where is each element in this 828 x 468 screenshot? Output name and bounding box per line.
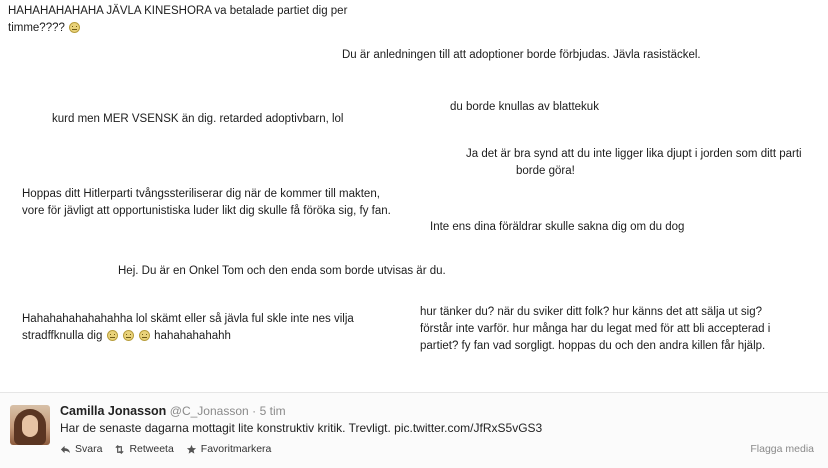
message-line: timme???? <box>8 22 65 34</box>
tweet-author-handle[interactable]: @C_Jonasson <box>169 404 249 418</box>
message-7 <box>430 219 684 236</box>
message-10 <box>420 304 770 355</box>
star-icon <box>186 444 197 455</box>
smiley-icon <box>139 330 150 341</box>
message-6 <box>22 186 391 220</box>
retweet-button[interactable] <box>114 443 173 455</box>
avatar-face <box>22 415 38 437</box>
message-line: stradffknulla dig <box>22 330 103 342</box>
message-1 <box>8 3 347 37</box>
tweet-text: Har de senaste dagarna mottagit lite konstruktiv kritik. Trevligt. <box>60 421 391 435</box>
tweet-timestamp[interactable]: 5 tim <box>259 404 286 418</box>
message-line: HAHAHAHAHAHA JÄVLA KINESHORA va betalade partiet dig per <box>8 5 348 17</box>
message-line: Hahahahahahahahha lol skämt eller så jävla ful skle inte nes vilja <box>22 313 354 325</box>
message-8 <box>118 263 446 280</box>
message-line: borde göra! <box>516 165 575 177</box>
retweet-label: Retweeta <box>129 443 174 455</box>
tweet-media-link[interactable]: pic.twitter.com/JfRxS5vGS3 <box>394 421 543 435</box>
tweet-actions <box>60 443 271 455</box>
message-4 <box>52 111 343 128</box>
message-line: hur tänker du? när du sviker ditt folk? hur känns det att sälja ut sig? <box>420 306 762 318</box>
message-3 <box>450 99 599 116</box>
message-2 <box>342 47 701 64</box>
message-line: förstår inte varför. hur många har du legat med för att bli accepterad i <box>420 323 771 335</box>
reply-button[interactable] <box>60 443 102 455</box>
message-line: du borde knullas av blattekuk <box>450 101 599 113</box>
message-line: kurd men MER VSENSK än dig. retarded adoptivbarn, lol <box>52 113 344 125</box>
reply-label: Svara <box>75 443 103 455</box>
reply-arrow-icon <box>60 444 71 455</box>
message-9 <box>22 311 354 345</box>
avatar[interactable] <box>10 405 50 445</box>
message-line: Ja det är bra synd att du inte ligger lika djupt i jorden som ditt parti <box>466 148 802 160</box>
tweet-separator: · <box>252 404 257 418</box>
message-line: hahahahahahh <box>154 330 231 342</box>
tweet-author-name[interactable]: Camilla Jonasson <box>60 404 167 418</box>
smiley-icon <box>123 330 134 341</box>
favorite-label: Favoritmarkera <box>200 443 272 455</box>
tweet-body <box>60 421 542 435</box>
message-line: Hej. Du är en Onkel Tom och den enda som borde utvisas är du. <box>118 265 446 277</box>
message-line: partiet? fy fan vad sorgligt. hoppas du och den andra killen får hjälp. <box>420 340 766 352</box>
retweet-icon <box>114 444 125 455</box>
favorite-button[interactable] <box>186 443 272 455</box>
message-5 <box>466 146 802 180</box>
message-line: Hoppas ditt Hitlerparti tvångssteriliserar dig när de kommer till makten, <box>22 188 380 200</box>
message-line: Du är anledningen till att adoptioner borde förbjudas. Jävla rasistäckel. <box>342 49 701 61</box>
tweet-header <box>60 404 286 418</box>
message-line: vore för jävligt att opportunistiska luder likt dig skulle få föröka sig, fy fan. <box>22 205 391 217</box>
flag-media-link[interactable]: Flagga media <box>750 443 814 455</box>
message-line: Inte ens dina föräldrar skulle sakna dig om du dog <box>430 221 685 233</box>
smiley-icon <box>107 330 118 341</box>
tweet <box>0 393 828 468</box>
smiley-icon <box>69 22 80 33</box>
